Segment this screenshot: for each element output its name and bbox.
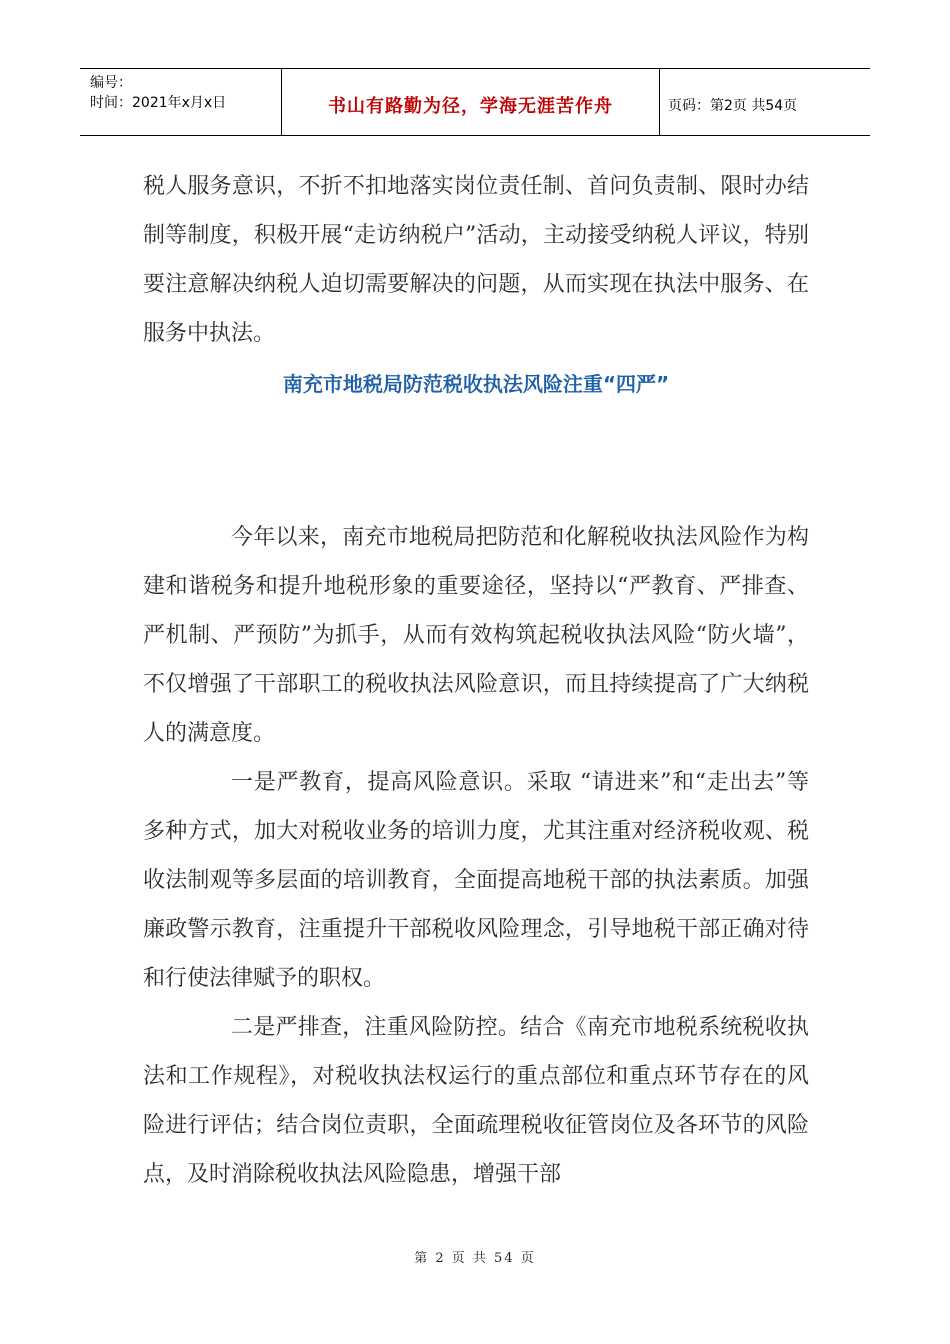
article-body (143, 513, 809, 1199)
header-motto: 书山有路勤为径，学海无涯苦作舟 (282, 69, 660, 135)
continued-text-block (143, 162, 809, 358)
body-paragraph-intro: 今年以来，南充市地税局把防范和化解税收执法风险作为构建和谐税务和提升地税形象的重要途径，坚持以“严教育、严排查、严机制、严预防”为抓手，从而有效构筑起税收执法风险“防火墙”，不仅增强了干部职工的税收执法风险意识，而且持续提高了广大纳税人的满意度。 (143, 525, 809, 746)
document-number-label: 编号： (90, 75, 132, 91)
body-paragraph-education: 一是严教育，提高风险意识。采取 “请进来”和“走出去”等多种方式，加大对税收业务的培训力度，尤其注重对经济税收观、税收法制观等多层面的培训教育，全面提高地税干部的执法素质。加强廉政警示教育，注重提升干部税收风险理念，引导地税干部正确对待和行使法律赋予的职权。 (143, 770, 809, 991)
header-page-info: 页码：第2页 共54页 (668, 98, 798, 114)
body-paragraph-inspection: 二是严排查，注重风险防控。结合《南充市地税系统税收执法和工作规程》，对税收执法权运行的重点部位和重点环节存在的风险进行评估；结合岗位责职，全面疏理税收征管岗位及各环节的风险点，及时消除税收执法风险隐患，增强干部 (143, 1015, 809, 1187)
article-title: 南充市地税局防范税收执法风险注重“四严” (282, 372, 670, 396)
page-footer: 第 2 页 共 54 页 (414, 1251, 536, 1266)
document-header (80, 68, 870, 136)
header-meta-cell (80, 69, 282, 135)
continued-paragraph: 税人服务意识，不折不扣地落实岗位责任制、首问负责制、限时办结制等制度，积极开展“走访纳税户”活动，主动接受纳税人评议，特别要注意解决纳税人迫切需要解决的问题，从而实现在执法中服务、在服务中执法。 (143, 174, 809, 346)
document-time-label: 时间：2021年x月x日 (90, 95, 227, 111)
